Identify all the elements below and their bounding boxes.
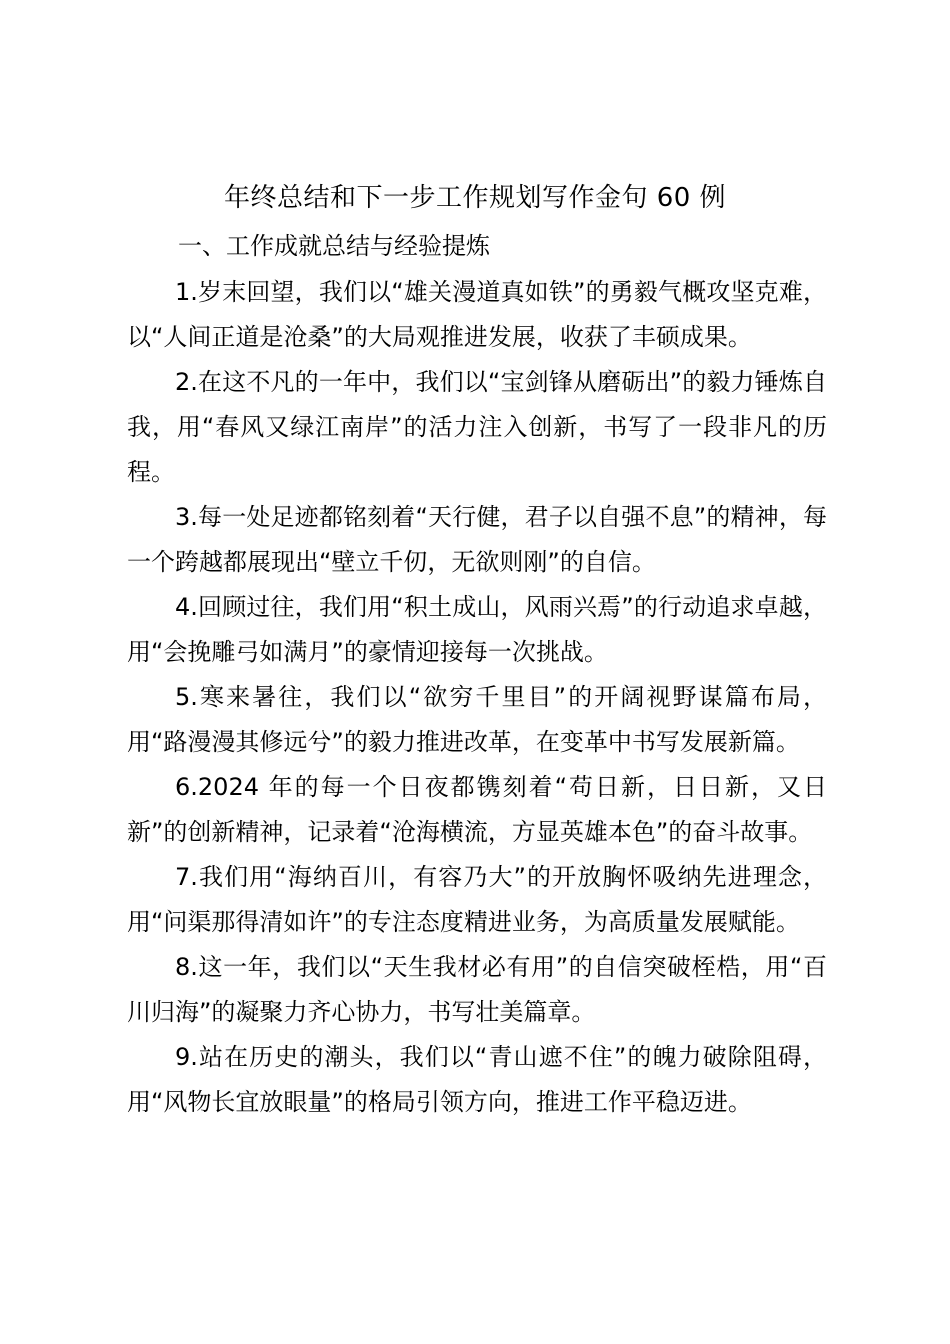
paragraph-6: 6.2024 年的每一个日夜都镌刻着“苟日新，日日新，又日新”的创新精神，记录着“沧海横流，方显英雄本色”的奋斗故事。 xyxy=(127,773,827,846)
paragraph-5: 5.寒来暑往，我们以“欲穷千里目”的开阔视野谋篇布局，用“路漫漫其修远兮”的毅力推进改革，在变革中书写发展新篇。 xyxy=(127,683,827,756)
section-heading: 一、工作成就总结与经验提炼 xyxy=(178,232,490,260)
paragraph-2: 2.在这不凡的一年中，我们以“宝剑锋从磨砺出”的毅力锤炼自我，用“春风又绿江南岸”的活力注入创新，书写了一段非凡的历程。 xyxy=(127,368,827,486)
paragraph-1: 1.岁末回望，我们以“雄关漫道真如铁”的勇毅气概攻坚克难，以“人间正道是沧桑”的大局观推进发展，收获了丰硕成果。 xyxy=(127,278,827,351)
document-title: 年终总结和下一步工作规划写作金句 60 例 xyxy=(223,183,727,213)
paragraph-9: 9.站在历史的潮头，我们以“青山遮不住”的魄力破除阻碍，用“风物长宜放眼量”的格局引领方向，推进工作平稳迈进。 xyxy=(127,1043,827,1116)
paragraph-7: 7.我们用“海纳百川，有容乃大”的开放胸怀吸纳先进理念，用“问渠那得清如许”的专注态度精进业务，为高质量发展赋能。 xyxy=(127,863,827,936)
document-body xyxy=(127,270,827,1125)
paragraph-4: 4.回顾过往，我们用“积土成山，风雨兴焉”的行动追求卓越，用“会挽雕弓如满月”的豪情迎接每一次挑战。 xyxy=(127,593,827,666)
paragraph-3: 3.每一处足迹都铭刻着“天行健，君子以自强不息”的精神，每一个跨越都展现出“壁立千仞，无欲则刚”的自信。 xyxy=(127,503,827,576)
paragraph-8: 8.这一年，我们以“天生我材必有用”的自信突破桎梏，用“百川归海”的凝聚力齐心协力，书写壮美篇章。 xyxy=(127,953,827,1026)
